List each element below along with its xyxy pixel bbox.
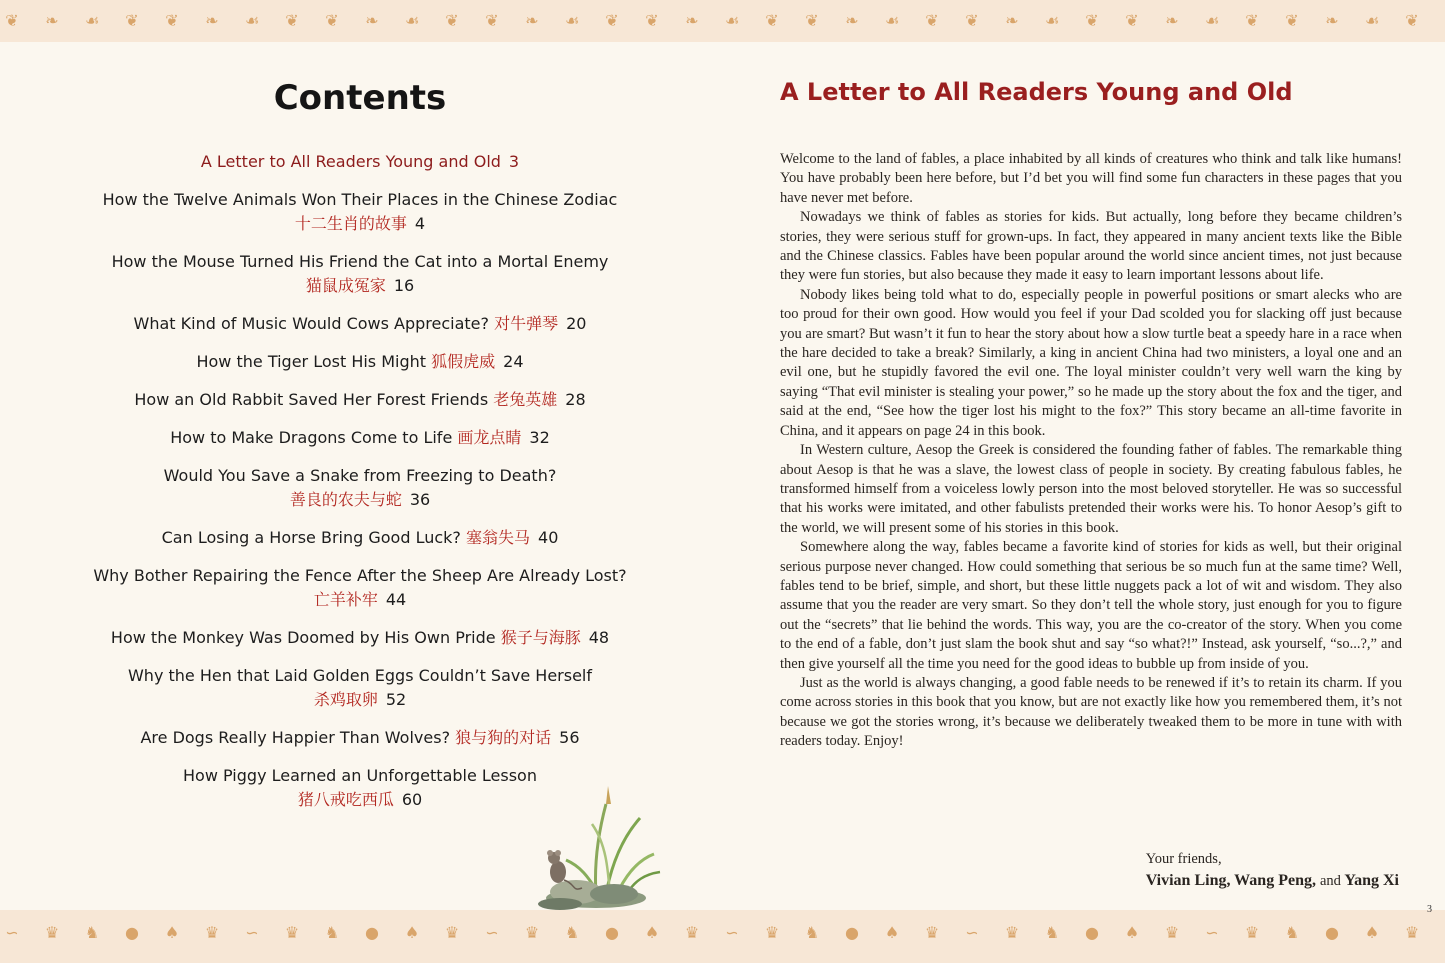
rooster-motif-icon: ♛ [1244,923,1260,942]
toc-title: How the Mouse Turned His Friend the Cat into a Mortal Enemy [111,252,609,271]
zodiac-motif-row-top [0,12,1424,30]
rat-motif-icon: ❧ [1165,11,1179,30]
toc-title: Can Losing a Horse Bring Good Luck? [161,528,461,547]
closing-line: Your friends, [1145,851,1222,867]
toc-entry [0,564,720,612]
ox-motif-icon: ☙ [564,11,580,30]
toc-page-number: 40 [538,528,559,547]
ox-motif-icon: ☙ [244,11,260,30]
snake-motif-icon: ∽ [245,923,259,942]
pig-motif-icon: ● [1085,923,1099,942]
toc-chinese-title: 塞翁失马 [466,528,531,547]
toc-page-number: 60 [401,790,423,809]
toc-title: A Letter to All Readers Young and Old [200,152,501,171]
rooster-motif-icon: ♛ [524,923,540,942]
toc-title: How the Twelve Animals Won Their Places in the Chinese Zodiac [102,190,618,209]
toc-chinese-title: 画龙点睛 [457,428,522,447]
toc-entry [0,726,720,750]
monkey-motif-icon: ♠ [404,923,420,942]
rabbit-motif-icon: ❦ [1125,11,1139,30]
pig-motif-icon: ● [845,923,859,942]
dog-motif-icon: ♞ [84,923,100,942]
tiger-motif-icon: ❦ [765,11,779,30]
toc-title: Are Dogs Really Happier Than Wolves? [140,728,451,747]
rat-motif-icon: ❧ [365,11,379,30]
toc-entry [0,250,720,298]
letter-paragraph: Just as the world is always changing, a good fable needs to be renewed if it’s to retain its charm. If you come across stories in this book that you know, but are not exactly like how you remembered them, it’s not because we got the stories wrong, it’s because we deliberately tweaked them to be more in tune with with readers today. Enjoy! [780,674,1402,750]
rooster-motif-icon: ♛ [44,923,60,942]
tiger-motif-icon: ❦ [445,11,459,30]
ox-motif-icon: ☙ [1204,11,1220,30]
rat-motif-icon: ❧ [845,11,859,30]
decorative-border-bottom [0,910,1445,963]
toc-title: Would You Save a Snake from Freezing to Death? [163,466,557,485]
toc-entry [0,426,720,450]
rat-motif-icon: ❧ [1325,11,1339,30]
toc-page-number: 52 [385,690,407,709]
toc-page-number: 20 [566,314,587,333]
snake-motif-icon: ∽ [725,923,739,942]
rooster-motif-icon: ♛ [444,923,460,942]
dog-motif-icon: ♞ [1044,923,1060,942]
tiger-motif-icon: ❦ [1405,11,1419,30]
table-of-contents [0,150,720,826]
signature-block [1146,848,1399,892]
toc-page-number: 32 [529,428,550,447]
rooster-motif-icon: ♛ [764,923,780,942]
tiger-motif-icon: ❦ [1245,11,1259,30]
pig-motif-icon: ● [125,923,139,942]
rabbit-motif-icon: ❦ [325,11,339,30]
rooster-motif-icon: ♛ [1404,923,1420,942]
rat-motif-icon: ❧ [525,11,539,30]
tiger-motif-icon: ❦ [125,11,139,30]
rooster-motif-icon: ♛ [284,923,300,942]
rabbit-motif-icon: ❦ [165,11,179,30]
toc-chinese-title: 对牛弹琴 [494,314,559,333]
letter-body [780,150,1402,752]
rabbit-motif-icon: ❦ [645,11,659,30]
toc-page-number: 56 [559,728,580,747]
rat-motif-icon: ❧ [205,11,219,30]
toc-entry [0,150,720,174]
toc-title: How Piggy Learned an Unforgettable Lesson [183,766,537,785]
toc-entry [0,350,720,374]
monkey-motif-icon: ♠ [884,923,900,942]
signers-and: and [1319,873,1341,889]
rocks [538,880,646,910]
letter-paragraph: Nobody likes being told what to do, especially people in powerful positions or smart alecks who are too proud for their own good. How would you feel if your Dad scolded you for slacking off just because you are smart? But wasn’t it fun to hear the story about how a slow turtle beat a speedy hare in a race when the hare decided to take a break? Similarly, a king in ancient China had two ministers, a loyal one and an evil one, but he stupidly favored the evil one. The loyal minister couldn’t very well warn the king by saying “That evil minister is stealing your power,” so he made up the story about the fox and the tiger, and said at the end, “See how the tiger lost his might to the fox?” This story became an all-time favorite in China, and it appears on page 24 in this book. [780,286,1402,439]
dog-motif-icon: ♞ [564,923,580,942]
toc-page-number: 48 [588,628,610,647]
toc-page-number: 16 [393,276,415,295]
rat-motif-icon: ❧ [45,11,59,30]
snake-motif-icon: ∽ [965,923,979,942]
toc-page-number: 3 [508,152,520,171]
ox-motif-icon: ☙ [1044,11,1060,30]
rat-motif-icon: ❧ [1005,11,1019,30]
toc-entry [0,188,720,236]
toc-entry [0,388,720,412]
tiger-motif-icon: ❦ [285,11,299,30]
ox-motif-icon: ☙ [84,11,100,30]
zodiac-motif-row-bottom [0,924,1424,942]
tiger-motif-icon: ❦ [1085,11,1099,30]
letter-paragraph: Welcome to the land of fables, a place inhabited by all kinds of creatures who think and talk like humans! You have probably been here before, but I’d bet you will find some fun characters in these pages that you have never met before. [780,151,1402,206]
rabbit-motif-icon: ❦ [485,11,499,30]
toc-title: How to Make Dragons Come to Life [170,428,453,447]
ox-motif-icon: ☙ [724,11,740,30]
tiger-motif-icon: ❦ [605,11,619,30]
pig-motif-icon: ● [1325,923,1339,942]
signers [1146,870,1399,892]
toc-title: How the Monkey Was Doomed by His Own Pride [110,628,496,647]
letter-paragraph: Somewhere along the way, fables became a favorite kind of stories for kids as well, but their original serious purpose never changed. How could something that serious be so much fun at the same time? Well, fables tend to be brief, simple, and short, but these little nuggets pack a lot of wit and wisdom. They also assume that you the reader are very smart. So they don’t tell the whole story, just enough for you to figure out the “secrets” that lie behind the words. This way, you are the co-creator of the story. When you come to the end of a fable, don’t just slam the book shut and say “so what?!” Instead, ask yourself, “so...?,” and then give yourself all the time you need for the good ideas to bubble up from inside of you. [780,539,1402,672]
rabbit-motif-icon: ❦ [965,11,979,30]
dog-motif-icon: ♞ [804,923,820,942]
letter-paragraph: Nowadays we think of fables as stories for kids. But actually, long before they became children’s stories, they were serious stuff for grown-ups. In fact, they appeared in many ancient texts like the Bible and the Chinese classics. Fables have been popular around the world since ancient times, not just because they were fun stories, but also because they made it easy to learn important lessons about life. [780,209,1402,284]
decorative-border-top [0,0,1445,42]
toc-entry [0,526,720,550]
rabbit-motif-icon: ❦ [805,11,819,30]
pig-motif-icon: ● [365,923,379,942]
tiger-motif-icon: ❦ [925,11,939,30]
toc-chinese-title: 猴子与海豚 [500,628,581,647]
rabbit-motif-icon: ❦ [5,11,19,30]
toc-chinese-title: 猫鼠成冤家 [305,276,386,295]
toc-title: Why Bother Repairing the Fence After the Sheep Are Already Lost? [93,566,627,585]
toc-entry [0,312,720,336]
ox-motif-icon: ☙ [884,11,900,30]
toc-chinese-title: 杀鸡取卵 [313,690,378,709]
monkey-motif-icon: ♠ [164,923,180,942]
rabbit-motif-icon: ❦ [1285,11,1299,30]
toc-title: How the Tiger Lost His Might [196,352,427,371]
dog-motif-icon: ♞ [1284,923,1300,942]
toc-chinese-title: 猪八戒吃西瓜 [297,790,394,809]
toc-chinese-title: 亡羊补牢 [313,590,378,609]
snake-motif-icon: ∽ [1205,923,1219,942]
signers-last: Yang Xi [1344,872,1399,889]
letter-heading: A Letter to All Readers Young and Old [780,78,1293,106]
monkey-motif-icon: ♠ [1124,923,1140,942]
monkey-motif-icon: ♠ [644,923,660,942]
toc-title: How an Old Rabbit Saved Her Forest Friends [134,390,489,409]
page-number: 3 [1427,904,1432,915]
rooster-motif-icon: ♛ [684,923,700,942]
contents-page [0,42,720,910]
toc-entry [0,664,720,712]
toc-title: Why the Hen that Laid Golden Eggs Couldn’t Save Herself [127,666,592,685]
dog-motif-icon: ♞ [324,923,340,942]
letter-paragraph: In Western culture, Aesop the Greek is considered the founding father of fables. The remarkable thing about Aesop is that he was a slave, the lowest class of people in society. By creating fabulous fables, he transformed himself from a voiceless lowly person into the most beloved storyteller. He was so successful that his works were imitated, and other fabulists pretended their works were his. To honor Aesop’s gift to the world, we will present some of his stories in this book. [780,442,1402,536]
rooster-motif-icon: ♛ [1164,923,1180,942]
toc-chinese-title: 善良的农夫与蛇 [289,490,402,509]
toc-chinese-title: 狐假虎威 [431,352,496,371]
toc-chinese-title: 老兔英雄 [493,390,558,409]
toc-page-number: 36 [409,490,431,509]
toc-title: What Kind of Music Would Cows Appreciate? [133,314,490,333]
toc-chinese-title: 狼与狗的对话 [455,728,552,747]
reed-grass [566,786,660,896]
rat-motif-icon: ❧ [685,11,699,30]
contents-heading: Contents [273,78,447,118]
mouse-on-rocks-illustration [536,784,666,910]
toc-page-number: 28 [565,390,586,409]
ox-motif-icon: ☙ [404,11,420,30]
letter-page [722,42,1445,910]
pig-motif-icon: ● [605,923,619,942]
monkey-motif-icon: ♠ [1364,923,1380,942]
toc-page-number: 4 [414,214,426,233]
signers-main: Vivian Ling, Wang Peng, [1145,872,1316,889]
ox-motif-icon: ☙ [1364,11,1380,30]
snake-motif-icon: ∽ [5,923,19,942]
toc-page-number: 44 [385,590,407,609]
rooster-motif-icon: ♛ [924,923,940,942]
snake-motif-icon: ∽ [485,923,499,942]
rooster-motif-icon: ♛ [204,923,220,942]
toc-entry [0,464,720,512]
toc-chinese-title: 十二生肖的故事 [294,214,407,233]
toc-entry [0,626,720,650]
rooster-motif-icon: ♛ [1004,923,1020,942]
toc-page-number: 24 [503,352,524,371]
